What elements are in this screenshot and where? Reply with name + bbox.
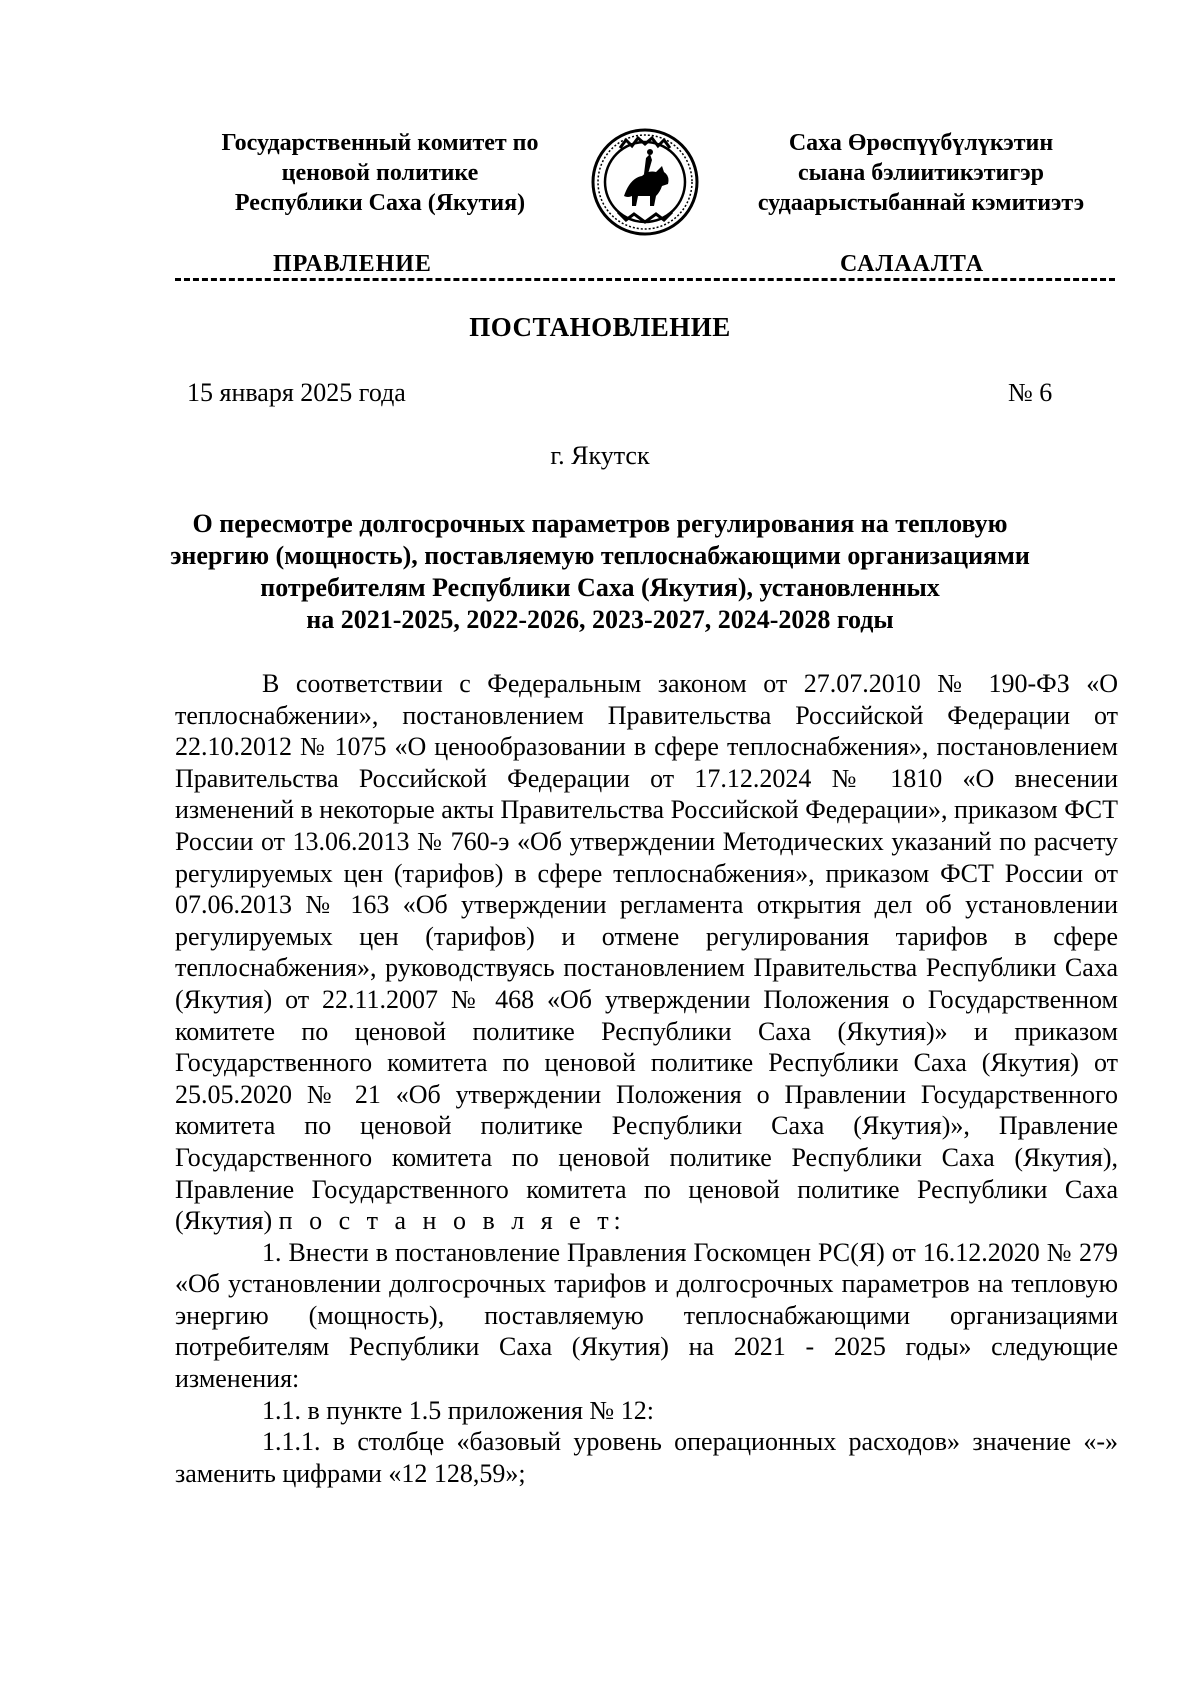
- item-1-1-paragraph: 1.1. в пункте 1.5 приложения № 12:: [262, 1395, 654, 1425]
- board-name-russian: ПРАВЛЕНИЕ: [273, 251, 432, 277]
- document-body: [175, 668, 1118, 1489]
- preamble-text: В соответствии с Федеральным законом от 27.07.2010 № 190-ФЗ «О теплоснабжении», постановлением Правительства Российской Федерации от 22.10.2012 № 1075 «О ценообразовании в сфере теплоснабжения», постановлением Правительства Российской Федерации от 17.12.2024 № 1810 «О внесении изменений в некоторые акты Правительства Российской Федерации», приказом ФСТ России от 13.06.2013 № 760-э «Об утверждении Методических указаний по расчету регулируемых цен (тарифов) в сфере теплоснабжения», приказом ФСТ России от 07.06.2013 № 163 «Об утверждении регламента открытия дел об установлении регулируемых цен (тарифов) и отмене регулирования тарифов в сфере теплоснабжения», руководствуясь постановлением Правительства Республики Саха (Якутия) от 22.11.2007 № 468 «Об утверждении Положения о Государственном комитете по ценовой политике Республики Саха (Якутия)» и приказом Государственного комитета по ценовой политике Республики Саха (Якутия) от 25.05.2020 № 21 «Об утверждении Положения о Правлении Государственного комитета по ценовой политике Республики Саха (Якутия)», Правление Государственного комитета по ценовой политике Республики Саха (Якутия), Правление Государственного комитета по ценовой политике Республики Саха (Якутия): [175, 669, 1118, 1236]
- org-name-russian-line: Республики Саха (Якутия): [234, 190, 526, 216]
- item-1-1-1-paragraph: 1.1.1. в столбце «базовый уровень операционных расходов» значение «-» заменить цифрами «12 128,59»;: [175, 1427, 1118, 1488]
- document-city: г. Якутск: [550, 441, 650, 470]
- org-name-russian: [185, 128, 575, 218]
- org-name-russian-line: ценовой политике: [281, 160, 479, 186]
- org-name-sakha-line: Саха Өрөспүүбүлүкэтин: [788, 130, 1054, 156]
- preamble-paragraph: [175, 668, 1118, 1237]
- document-title-line: энергию (мощность), поставляемую теплоснабжающими организациями: [170, 541, 1030, 570]
- org-name-sakha-line: судаарыстыбаннай кэмитиэтэ: [757, 190, 1085, 216]
- document-title: [150, 508, 1050, 636]
- sakha-republic-emblem-icon: [590, 126, 700, 238]
- document-date: 15 января 2025 года: [187, 378, 406, 407]
- decree-word: п о с т а н о в л я е т:: [278, 1206, 626, 1236]
- document-title-line: на 2021-2025, 2022-2026, 2023-2027, 2024-2028 годы: [306, 605, 894, 634]
- org-name-sakha: [726, 128, 1116, 218]
- org-name-sakha-line: сыана бэлиитикэтигэр: [797, 160, 1044, 186]
- item-1-paragraph: 1. Внести в постановление Правления Госкомцен РС(Я) от 16.12.2020 № 279 «Об установлении долгосрочных тарифов и долгосрочных параметров на тепловую энергию (мощность), поставляемую теплоснабжающими организациями потребителям Республики Саха (Якутия) на 2021 - 2025 годы» следующие изменения:: [175, 1237, 1118, 1394]
- header-divider: [175, 278, 1115, 281]
- board-name-sakha: САЛААЛТА: [840, 251, 985, 277]
- document-title-line: потребителям Республики Саха (Якутия), установленных: [260, 573, 940, 602]
- document-title-line: О пересмотре долгосрочных параметров регулирования на тепловую: [192, 509, 1008, 538]
- document-type: ПОСТАНОВЛЕНИЕ: [469, 312, 731, 342]
- document-number: № 6: [1008, 378, 1053, 407]
- org-name-russian-line: Государственный комитет по: [221, 130, 539, 156]
